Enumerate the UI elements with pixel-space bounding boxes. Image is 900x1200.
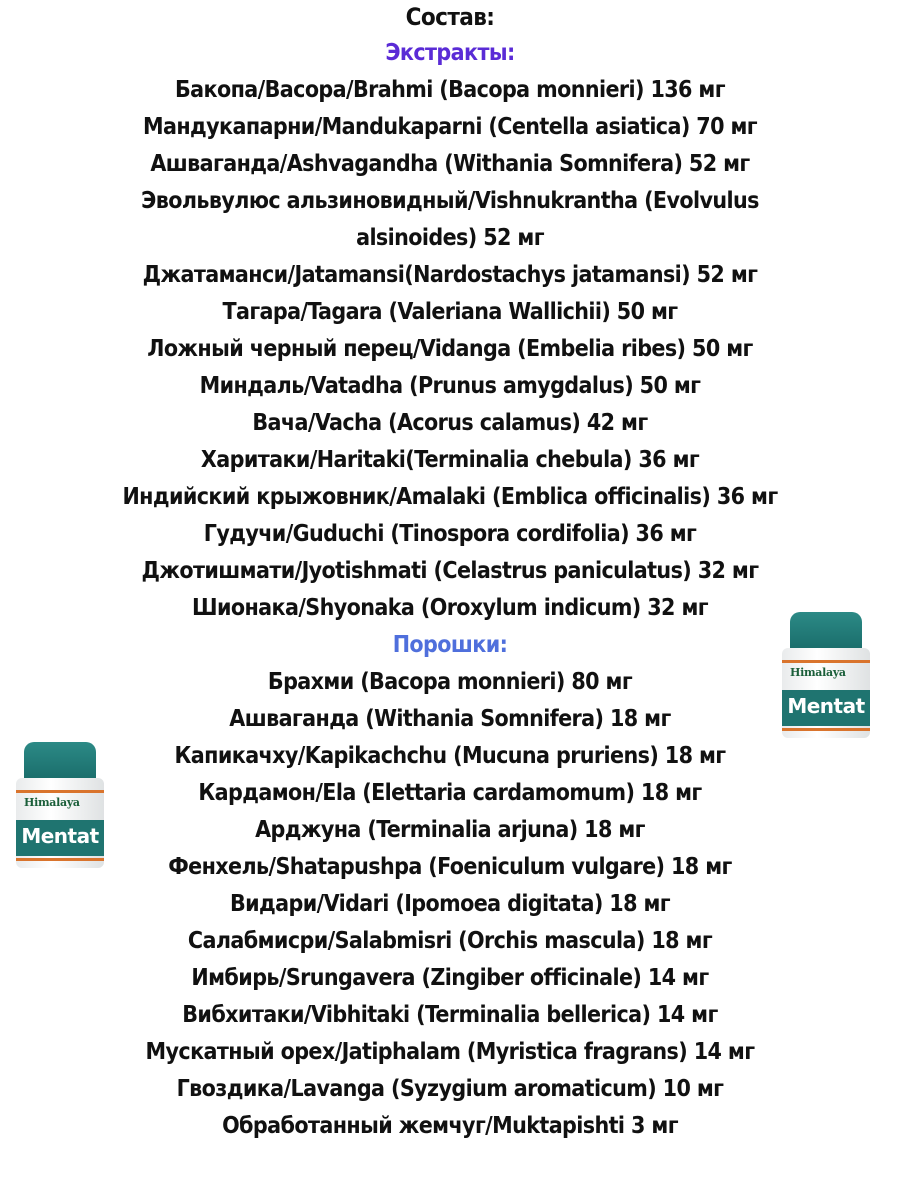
ingredient-line: Вача/Vacha (Acorus calamus) 42 мг bbox=[252, 410, 648, 436]
section-heading-extracts: Экстракты: bbox=[385, 40, 515, 66]
ingredient-line: Мандукапарни/Mandukaparni (Centella asiatica) 70 мг bbox=[142, 114, 758, 140]
ingredient-line: Гудучи/Guduchi (Tinospora cordifolia) 36 мг bbox=[203, 521, 697, 547]
ingredient-line: Миндаль/Vatadha (Prunus amygdalus) 50 мг bbox=[199, 373, 701, 399]
ingredient-line: Кардамон/Ela (Elettaria cardamomum) 18 мг bbox=[198, 780, 702, 806]
product-bottle-image-right bbox=[780, 612, 872, 740]
ingredient-line: Тагара/Tagara (Valeriana Wallichii) 50 мг bbox=[222, 299, 678, 325]
ingredient-line: Индийский крыжовник/Amalaki (Emblica officinalis) 36 мг bbox=[122, 484, 778, 510]
ingredient-line: Гвоздика/Lavanga (Syzygium aromaticum) 10 мг bbox=[176, 1076, 724, 1102]
himalaya-logo: Himalaya bbox=[790, 666, 846, 679]
product-bottle-image-left bbox=[14, 742, 106, 870]
ingredient-line: Имбирь/Srungavera (Zingiber officinale) 14 мг bbox=[191, 965, 709, 991]
ingredient-line: Видари/Vidari (Ipomoea digitata) 18 мг bbox=[229, 891, 670, 917]
ingredient-line: Эвольвулюс альзиновидный/Vishnukrantha (Evolvulus bbox=[141, 188, 759, 214]
ingredient-line: Шионака/Shyonaka (Oroxylum indicum) 32 мг bbox=[191, 595, 708, 621]
ingredient-line: Капикачху/Kapikachchu (Mucuna pruriens) 18 мг bbox=[174, 743, 726, 769]
page-title: Состав: bbox=[405, 3, 495, 31]
section-heading-powders: Порошки: bbox=[392, 632, 508, 658]
ingredient-line: alsinoides) 52 мг bbox=[356, 225, 544, 251]
ingredient-line: Ашваганда (Withania Somnifera) 18 мг bbox=[229, 706, 671, 732]
ingredient-line: Бакопа/Васора/Brahmi (Bacopa monnieri) 136 мг bbox=[175, 77, 725, 103]
ingredient-line: Ложный черный перец/Vidanga (Embelia ribes) 50 мг bbox=[147, 336, 753, 362]
ingredient-line: Арджуна (Terminalia arjuna) 18 мг bbox=[255, 817, 645, 843]
product-brand: Mentat bbox=[787, 694, 865, 718]
ingredient-line: Мускатный орех/Jatiphalam (Myristica fragrans) 14 мг bbox=[145, 1039, 755, 1065]
ingredient-line: Харитаки/Haritaki(Terminalia chebula) 36 мг bbox=[200, 447, 700, 473]
himalaya-logo: Himalaya bbox=[24, 796, 80, 809]
ingredient-line: Брахми (Bacopa monnieri) 80 мг bbox=[267, 669, 633, 695]
ingredient-line: Салабмисри/Salabmisri (Orchis mascula) 18 мг bbox=[187, 928, 713, 954]
ingredient-line: Джатаманси/Jatamansi(Nardostachys jatamansi) 52 мг bbox=[142, 262, 758, 288]
ingredient-line: Фенхель/Shatapushpa (Foeniculum vulgare) 18 мг bbox=[168, 854, 732, 880]
ingredient-line: Вибхитаки/Vibhitaki (Terminalia bellerica) 14 мг bbox=[182, 1002, 718, 1028]
product-brand: Mentat bbox=[21, 824, 99, 848]
ingredient-line: Ашваганда/Ashvagandha (Withania Somnifera) 52 мг bbox=[150, 151, 750, 177]
ingredient-line: Обработанный жемчуг/Muktapishti 3 мг bbox=[222, 1113, 678, 1139]
ingredient-line: Джотишмати/Jyotishmati (Celastrus paniculatus) 32 мг bbox=[141, 558, 759, 584]
